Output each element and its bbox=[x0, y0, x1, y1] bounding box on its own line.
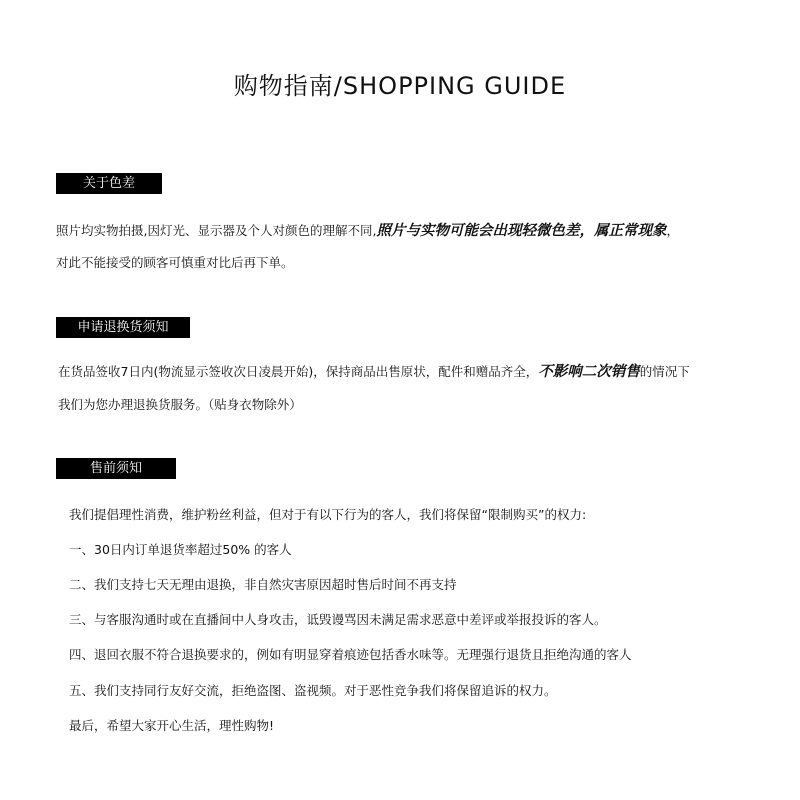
presale-line-5: 四、退回衣服不符合退换要求的，例如有明显穿着痕迹包括香水味等。无理强行退货且拒绝沟通的客人 bbox=[69, 647, 632, 662]
section-label-color-difference: 关于色差 bbox=[56, 173, 162, 194]
line-text: 照片均实物拍摄,因灯光、显示器及个人对颜色的理解不同, bbox=[56, 223, 377, 238]
line-text: 对此不能接受的顾客可慎重对比后再下单。 bbox=[56, 255, 294, 270]
line-text: 在货品签收7日内(物流显示签收次日凌晨开始)，保持商品出售原状，配件和赠品齐全， bbox=[58, 364, 539, 379]
color-difference-line-1 bbox=[56, 219, 679, 240]
presale-line-6: 五、我们支持同行友好交流，拒绝盗图、盗视频。对于恶性竞争我们将保留追诉的权力。 bbox=[69, 683, 557, 698]
emphasized-text: 照片与实物可能会出现轻微色差，属正常现象 bbox=[376, 223, 667, 239]
line-text: 我们为您办理退换货服务。（贴身衣物除外） bbox=[58, 397, 302, 412]
section-label-presale-notice: 售前须知 bbox=[56, 458, 176, 479]
presale-line-4: 三、与客服沟通时或在直播间中人身攻击，诋毁谩骂因未满足需求恶意中差评或举报投诉的客人。 bbox=[69, 612, 607, 627]
presale-line-3: 二、我们支持七天无理由退换，非自然灾害原因超时售后时间不再支持 bbox=[69, 577, 457, 592]
line-text-end: ， bbox=[666, 223, 679, 238]
return-notice-line-2 bbox=[58, 395, 302, 413]
line-text-end: 的情况下 bbox=[639, 364, 690, 379]
presale-line-1: 我们提倡理性消费，维护粉丝利益，但对于有以下行为的客人，我们将保留“限制购买”的权力: bbox=[69, 507, 587, 522]
page-title: 购物指南/SHOPPING GUIDE bbox=[233, 72, 567, 100]
section-label-return-notice: 申请退换货须知 bbox=[56, 317, 190, 338]
emphasized-text: 不影响二次销售 bbox=[538, 364, 640, 380]
return-notice-line-1 bbox=[58, 360, 690, 381]
presale-line-2: 一、30日内订单退货率超过50% 的客人 bbox=[69, 542, 292, 557]
color-difference-line-2 bbox=[56, 253, 294, 271]
presale-line-7: 最后，希望大家开心生活，理性购物! bbox=[69, 718, 275, 733]
